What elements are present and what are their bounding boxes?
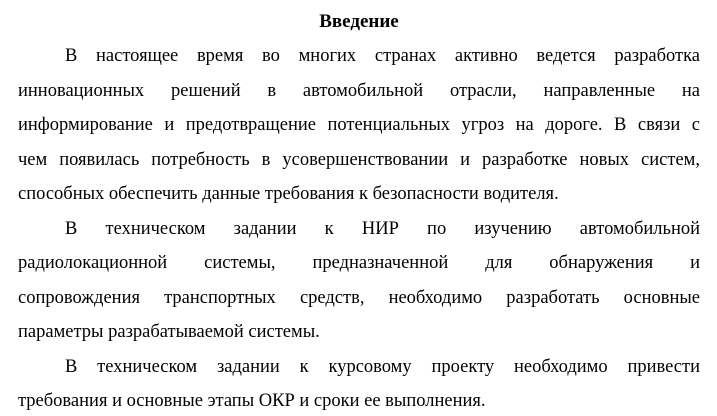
text-line: параметры разрабатываемой системы. [18,322,320,342]
text-line: В настоящее время во многих странах активно ведется разработка [65,46,700,66]
text-line: чем появилась потребность в усовершенствовании и разработке новых систем, [18,149,700,170]
text-line: В техническом задании к курсовому проекту необходимо привести [65,356,700,377]
paragraphs-container [18,39,700,416]
text-line: радиолокационной системы, предназначенной для обнаружения и [18,253,700,273]
text-line: информирование и предотвращение потенциальных угроз на дороге. В связи с [18,115,700,135]
text-line: требования и основные этапы ОКР и сроки ее выполнения. [18,391,486,411]
text-line: способных обеспечить данные требования к безопасности водителя. [18,184,559,204]
text-line: сопровождения транспортных средств, необходимо разработать основные [18,287,700,308]
page-title: Введение [319,11,399,32]
text-line: инновационных решений в автомобильной отрасли, направленные на [18,80,700,101]
text-line: В техническом задании к НИР по изучению автомобильной [65,218,700,239]
